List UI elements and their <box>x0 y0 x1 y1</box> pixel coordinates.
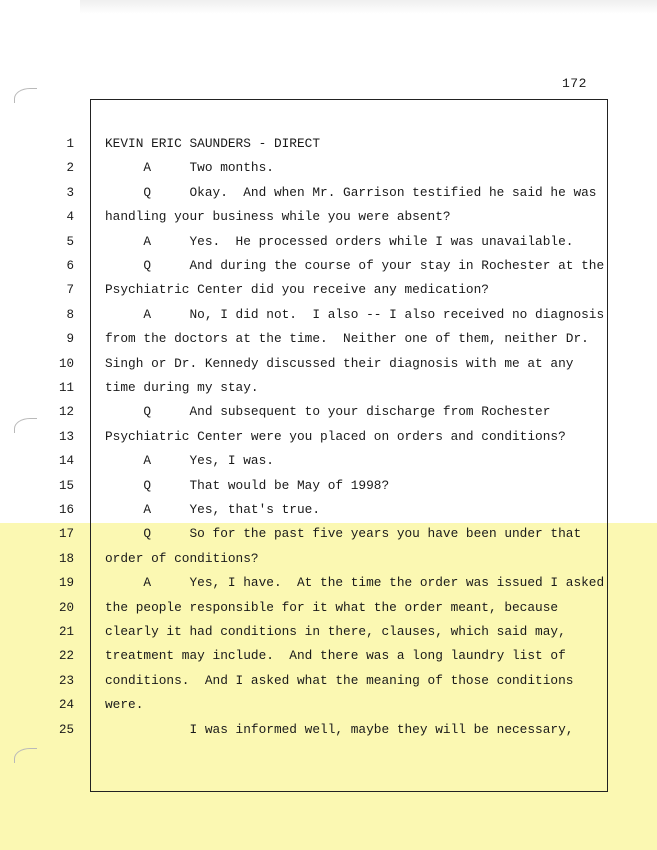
transcript-line: A Yes, I was. <box>105 453 274 468</box>
line-number: 18 <box>58 552 74 566</box>
transcript-line: KEVIN ERIC SAUNDERS - DIRECT <box>105 136 321 151</box>
line-number: 11 <box>58 381 74 395</box>
line-number: 14 <box>58 454 74 468</box>
line-number: 4 <box>66 210 74 224</box>
transcript-line: from the doctors at the time. Neither one of them, neither Dr. <box>105 331 589 346</box>
line-number: 1 <box>66 137 74 151</box>
transcript-line: treatment may include. And there was a long laundry list of <box>105 648 566 663</box>
line-number: 21 <box>58 625 74 639</box>
transcript-line: Q That would be May of 1998? <box>105 478 390 493</box>
line-number: 6 <box>66 259 74 273</box>
transcript-line: clearly it had conditions in there, clauses, which said may, <box>105 624 566 639</box>
line-number: 20 <box>58 601 74 615</box>
transcript-line: A Yes, that's true. <box>105 502 321 517</box>
transcript-line: were. <box>105 697 144 712</box>
transcript-line: order of conditions? <box>105 551 259 566</box>
transcript-line: handling your business while you were absent? <box>105 209 451 224</box>
scan-shadow <box>80 0 657 14</box>
page-number: 172 <box>562 76 587 91</box>
line-number: 23 <box>58 674 74 688</box>
binder-hole-icon <box>14 418 37 433</box>
line-number: 9 <box>66 332 74 346</box>
transcript-line: Q So for the past five years you have been under that <box>105 526 582 541</box>
line-number: 3 <box>66 186 74 200</box>
transcript-line: Psychiatric Center did you receive any medication? <box>105 282 489 297</box>
line-number: 13 <box>58 430 74 444</box>
line-number: 24 <box>58 698 74 712</box>
transcript-line: time during my stay. <box>105 380 259 395</box>
transcript-line: Q And subsequent to your discharge from Rochester <box>105 404 551 419</box>
transcript-line: Psychiatric Center were you placed on orders and conditions? <box>105 429 566 444</box>
line-number: 17 <box>58 527 74 541</box>
line-number: 5 <box>66 235 74 249</box>
line-number: 2 <box>66 161 74 175</box>
transcript-line: A No, I did not. I also -- I also received no diagnosis <box>105 307 605 322</box>
transcript-line: conditions. And I asked what the meaning of those conditions <box>105 673 574 688</box>
binder-hole-icon <box>14 88 37 103</box>
line-number: 16 <box>58 503 74 517</box>
line-number: 8 <box>66 308 74 322</box>
transcript-line: the people responsible for it what the order meant, because <box>105 600 559 615</box>
transcript-line: Q And during the course of your stay in Rochester at the <box>105 258 605 273</box>
transcript-line: I was informed well, maybe they will be necessary, <box>105 722 574 737</box>
line-number: 15 <box>58 479 74 493</box>
line-number: 10 <box>58 357 74 371</box>
line-number: 25 <box>58 723 74 737</box>
line-number: 19 <box>58 576 74 590</box>
line-number: 22 <box>58 649 74 663</box>
transcript-line: Singh or Dr. Kennedy discussed their diagnosis with me at any <box>105 356 574 371</box>
line-number: 12 <box>58 405 74 419</box>
line-number: 7 <box>66 283 74 297</box>
transcript-line: Q Okay. And when Mr. Garrison testified he said he was <box>105 185 597 200</box>
transcript-line: A Two months. <box>105 160 274 175</box>
transcript-line: A Yes, I have. At the time the order was issued I asked <box>105 575 605 590</box>
transcript-line: A Yes. He processed orders while I was unavailable. <box>105 234 574 249</box>
